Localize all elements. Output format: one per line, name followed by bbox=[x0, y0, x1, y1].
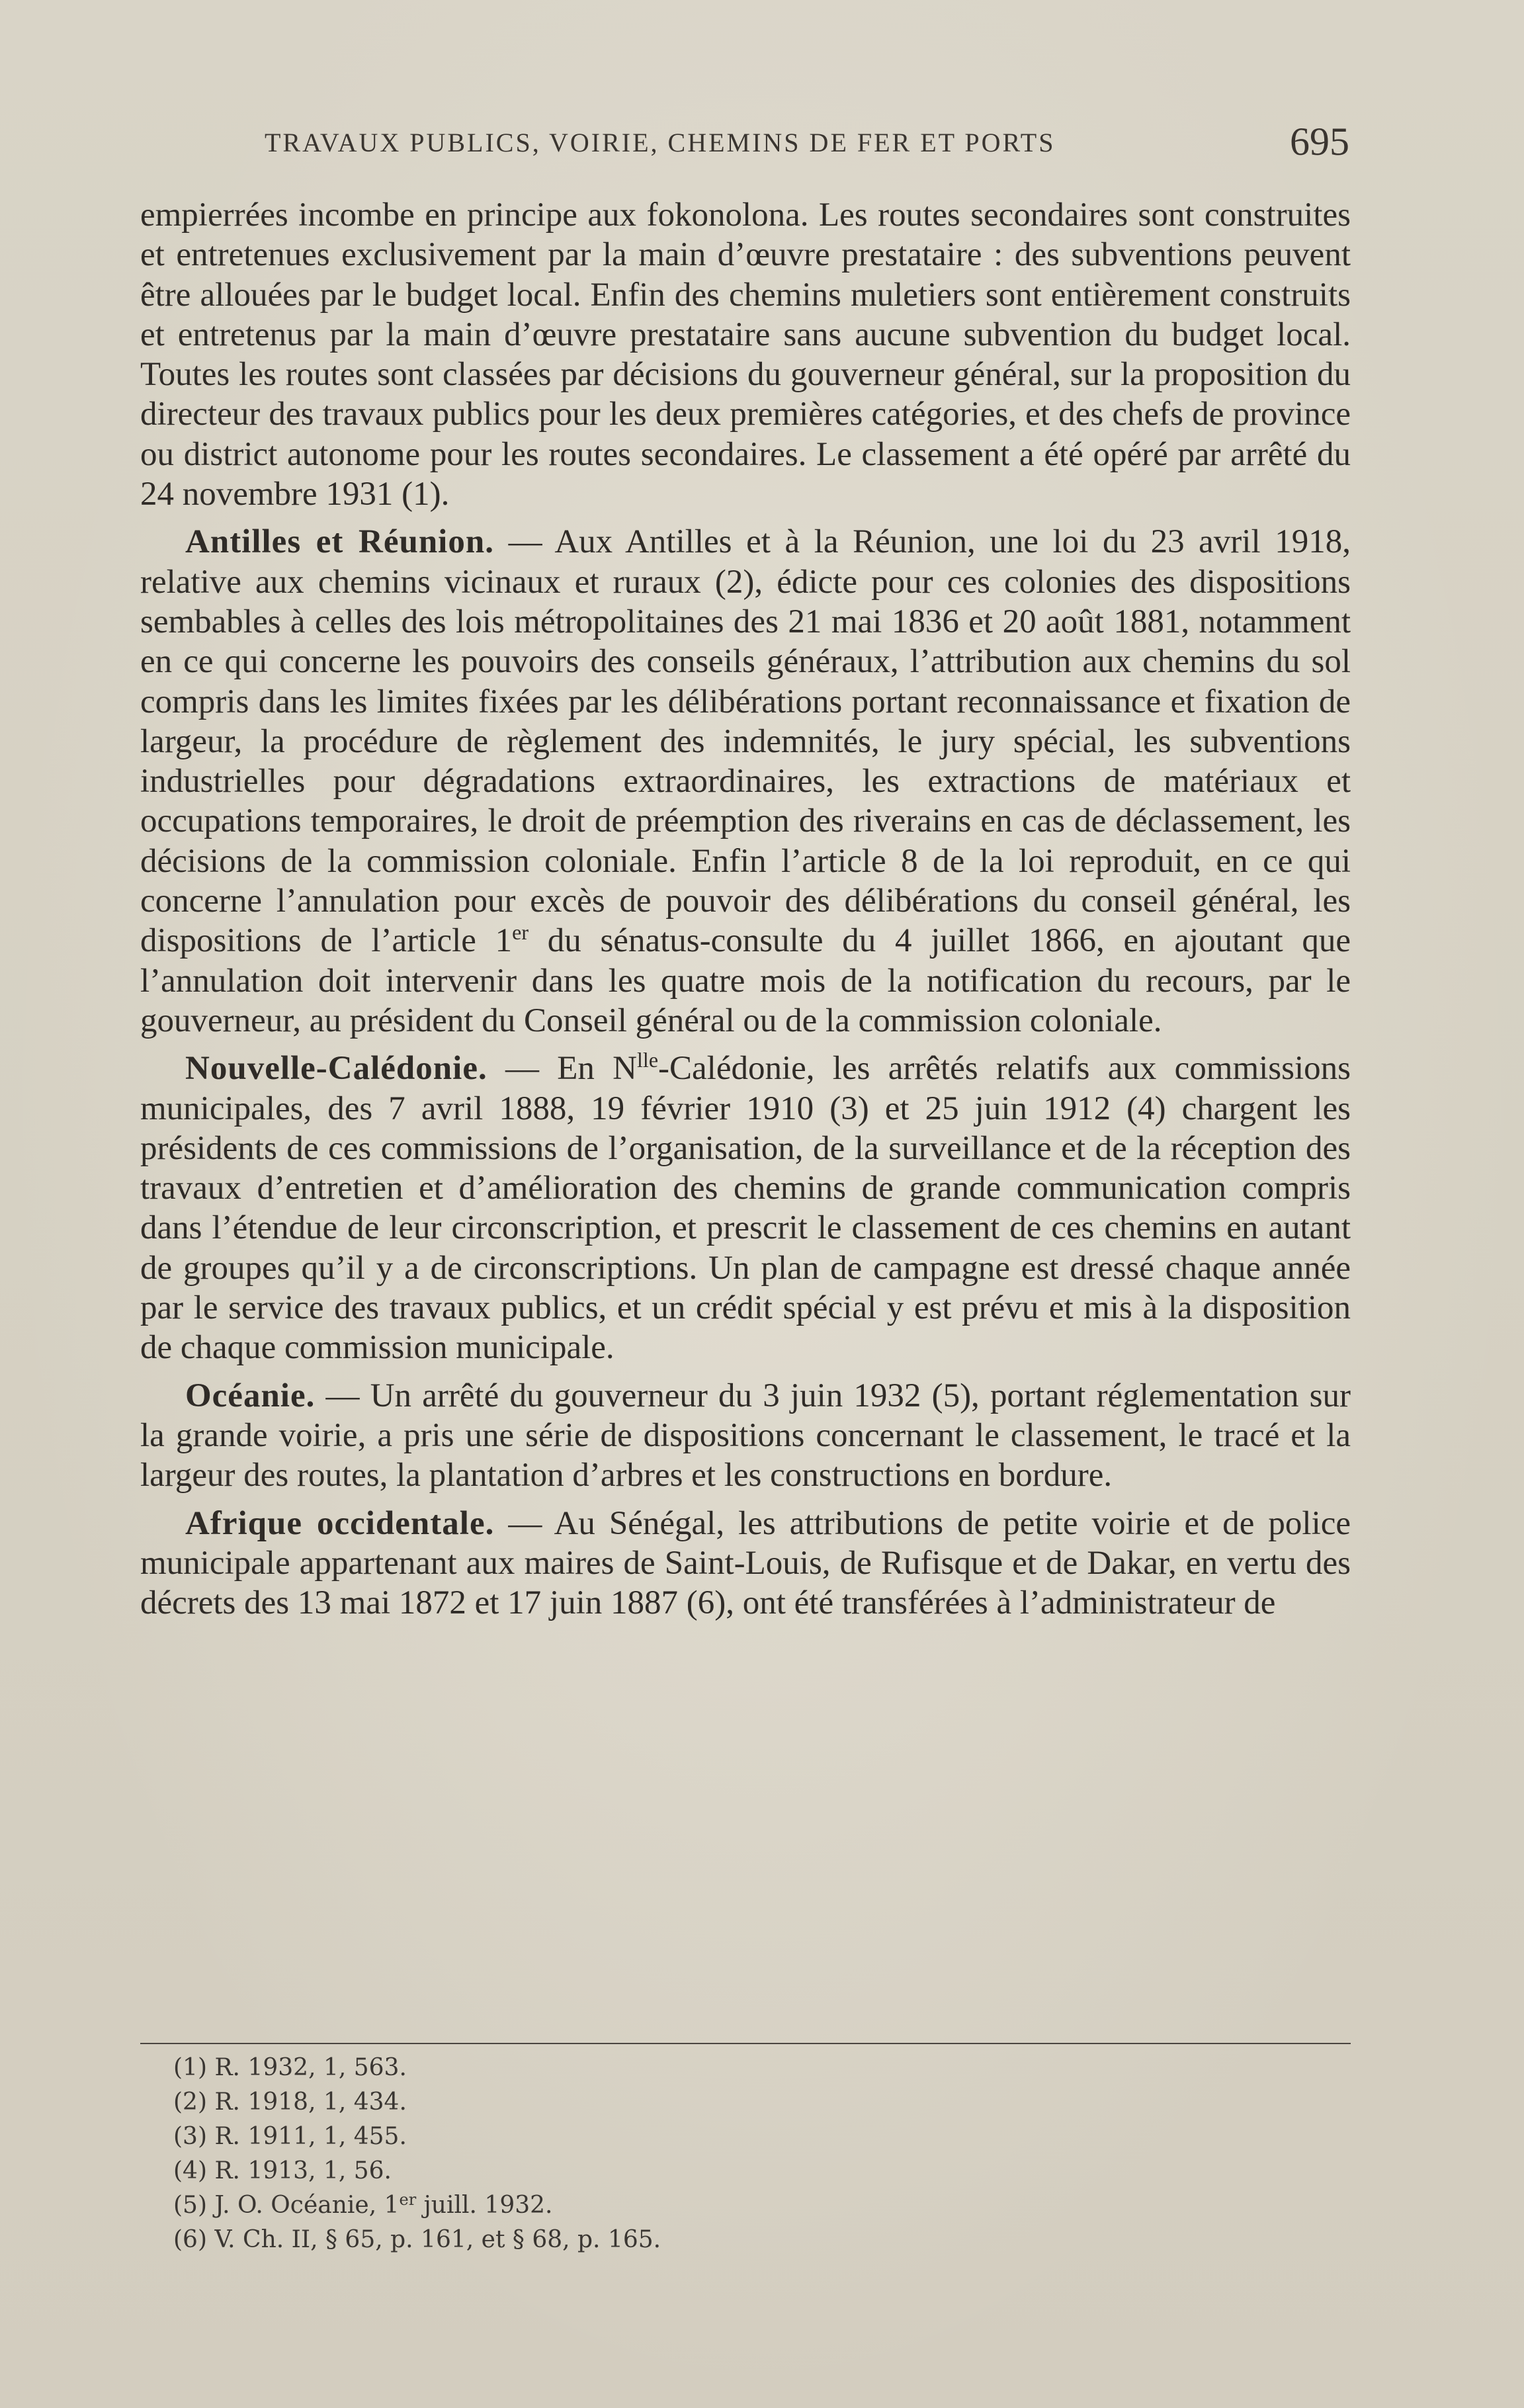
paragraph-text: — Au Sénégal, les attributions de petite voirie et de police municipale appartenant aux maires de Saint-Louis, de Rufisque et de Dakar, en vertu des décrets des 13 mai 1872 et 17 juin 1887 (6), ont été transférées à l’administrateur de bbox=[140, 1504, 1351, 1622]
paragraph-text: empierrées incombe en principe aux fokonolona. Les routes secondaires sont construites et entretenues exclusivement par la main d’œuvre prestataire : des subventions peuvent être allouées par le budget local. Enfin des chemins muletiers sont entièrement construits et entretenus par la main d’œuvre prestataire sans aucune subvention du budget local. Toutes les routes sont classées par décisions du gouverneur général, sur la proposition du directeur des travaux publics pour les deux premières catégories, et des chefs de province ou district autonome pour les routes secondaires. Le classement a été opéré par arrêté du 24 novembre 1931 (1). bbox=[140, 196, 1351, 513]
section-heading-afrique-occidentale: Afrique occidentale. bbox=[185, 1504, 495, 1542]
footnote-superscript: er bbox=[399, 2190, 417, 2209]
footnote-2 bbox=[173, 2085, 1099, 2120]
footnote-1 bbox=[173, 2051, 1099, 2085]
body-text bbox=[140, 195, 1351, 1623]
paragraph-nouvelle-caledonie bbox=[140, 1049, 1351, 1367]
running-header bbox=[265, 119, 1349, 165]
paragraph-afrique-occidentale bbox=[140, 1504, 1351, 1623]
footnote-3 bbox=[173, 2120, 1099, 2154]
section-heading-oceanie: Océanie. bbox=[185, 1377, 316, 1414]
running-title: TRAVAUX PUBLICS, VOIRIE, CHEMINS DE FER ET PORTS bbox=[265, 128, 1056, 157]
footnote-number: (2) bbox=[173, 2088, 207, 2116]
paragraph-text-continued: -Calédonie, les arrêtés relatifs aux commissions municipales, des 7 avril 1888, 19 février 1910 (3) et 25 juin 1912 (4) chargent les présidents de ces commissions de l’organisation, de la surveillance et de la réception des travaux d’entretien et d’amélioration des chemins de grande communication compris dans l’étendue de leur circonscription, et prescrit le classement de ces chemins en autant de groupes qu’il y a de circonscriptions. Un plan de campagne est dressé chaque année par le service des travaux publics, et un crédit spécial y est prévu et mis à la disposition de chaque commission municipale. bbox=[140, 1050, 1351, 1367]
footnote-5 bbox=[173, 2188, 1099, 2223]
footnote-6 bbox=[173, 2223, 1099, 2257]
footnote-number: (3) bbox=[173, 2123, 207, 2150]
footnote-text: R. 1911, 1, 455. bbox=[214, 2123, 407, 2150]
paragraph-antilles-reunion bbox=[140, 522, 1351, 1041]
paragraph-text-continued: du sénatus-consulte du 4 juillet 1866, en ajoutant que l’annulation doit intervenir dans les quatre mois de la notification du recours, par le gouverneur, au président du Conseil général ou de la commission coloniale. bbox=[140, 922, 1351, 1039]
paragraph-oceanie bbox=[140, 1376, 1351, 1496]
footnote-text: J. O. Océanie, 1 bbox=[214, 2192, 400, 2219]
paragraph-text: — Un arrêté du gouverneur du 3 juin 1932 (5), portant réglementation sur la grande voirie, a pris une série de dispositions concernant le classement, le tracé et la largeur des routes, la plantation d’arbres et les constructions en bordure. bbox=[140, 1377, 1351, 1494]
paragraph-madagascar-routes bbox=[140, 195, 1351, 514]
footnote-4 bbox=[173, 2154, 1099, 2188]
footnote-number: (6) bbox=[173, 2226, 207, 2253]
footnote-text: R. 1932, 1, 563. bbox=[214, 2054, 407, 2081]
section-heading-nouvelle-caledonie: Nouvelle-Calédonie. bbox=[185, 1050, 487, 1088]
section-heading-antilles-reunion: Antilles et Réunion. bbox=[185, 523, 494, 561]
footnote-text-continued: juill. 1932. bbox=[416, 2192, 553, 2219]
ordinal-number: 1 bbox=[495, 922, 513, 960]
footnote-divider bbox=[140, 2043, 1351, 2044]
paragraph-text: — En N bbox=[487, 1050, 638, 1088]
footnote-text: R. 1918, 1, 434. bbox=[214, 2088, 407, 2116]
page-number: 695 bbox=[1290, 120, 1349, 163]
paragraph-text: — Aux Antilles et à la Réunion, une loi du 23 avril 1918, relative aux chemins vicinaux et ruraux (2), édicte pour ces colonies des dispositions sembables à celles des lois métropolitaines des 21 mai 1836 et 20 août 1881, notamment en ce qui concerne les pouvoirs des conseils généraux, l’attribution aux chemins du sol compris dans les limites fixées par les délibérations portant reconnaissance et fixation de largeur, la procédure de règlement des indemnités, le jury spécial, les subventions industrielles pour dégradations extraordinaires, les extractions de matériaux et occupations temporaires, le droit de préemption des riverains en cas de déclassement, les décisions de la commission coloniale. Enfin l’article 8 de la loi reproduit, en ce qui concerne l’annulation pour excès de pouvoir des délibérations du conseil général, les dispositions de l’article bbox=[140, 523, 1351, 960]
footnote-text: R. 1913, 1, 56. bbox=[214, 2157, 392, 2184]
footnote-text: V. Ch. II, § 65, p. 161, et § 68, p. 165. bbox=[214, 2226, 661, 2253]
footnote-number: (1) bbox=[173, 2054, 207, 2081]
abbreviation-superscript: lle bbox=[637, 1048, 659, 1072]
footnote-number: (4) bbox=[173, 2157, 207, 2184]
ordinal-superscript: er bbox=[512, 920, 529, 945]
footnotes bbox=[173, 2051, 1099, 2257]
footnote-number: (5) bbox=[173, 2192, 207, 2219]
